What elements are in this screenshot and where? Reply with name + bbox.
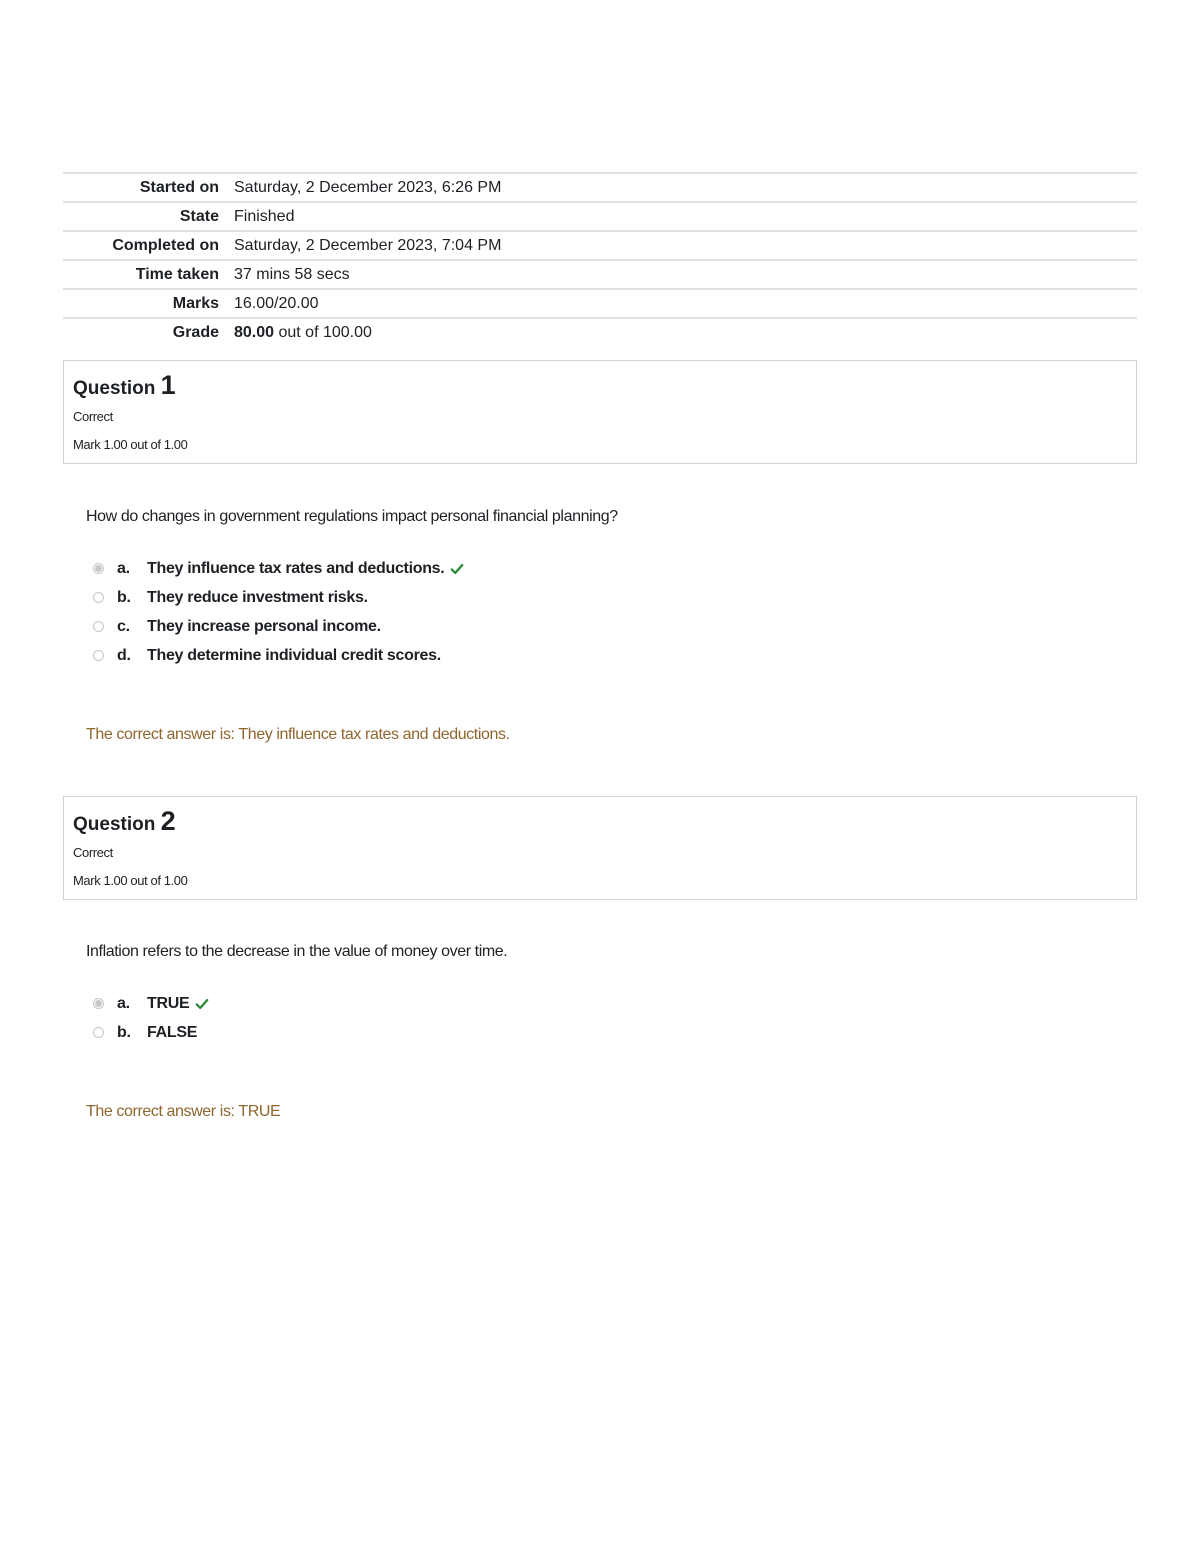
radio-button-selected[interactable] [93, 563, 104, 574]
option-text: They increase personal income. [147, 617, 381, 635]
question-info-box [63, 796, 1137, 900]
question-number: 1 [160, 370, 176, 400]
question-number: 2 [160, 806, 176, 836]
question-state: Correct [73, 845, 113, 860]
correct-answer-feedback: The correct answer is: They influence tax rates and deductions. [86, 726, 510, 743]
summary-label: Completed on [112, 237, 219, 254]
summary-label: State [179, 208, 219, 225]
option-letter: c. [117, 617, 130, 635]
option-text: TRUE [147, 994, 190, 1012]
check-icon [450, 562, 464, 576]
answer-option[interactable] [93, 641, 1137, 670]
radio-button[interactable] [93, 650, 104, 661]
question-mark: Mark 1.00 out of 1.00 [73, 873, 188, 888]
summary-row-state [63, 202, 1137, 231]
summary-value: 16.00/20.00 [234, 295, 319, 312]
question-mark: Mark 1.00 out of 1.00 [73, 437, 188, 452]
answer-option[interactable] [93, 612, 1137, 641]
option-letter: a. [117, 994, 130, 1012]
summary-row-started [63, 173, 1137, 202]
question-state: Correct [73, 409, 113, 424]
summary-label: Started on [139, 179, 219, 196]
summary-label: Time taken [135, 266, 219, 283]
question-text: Inflation refers to the decrease in the value of money over time. [86, 943, 508, 960]
summary-value: Finished [234, 208, 295, 225]
check-icon [195, 997, 209, 1011]
option-text: They determine individual credit scores. [147, 646, 441, 664]
option-text: They reduce investment risks. [147, 588, 368, 606]
option-letter: b. [117, 588, 131, 606]
option-letter: a. [117, 559, 130, 577]
summary-value: Saturday, 2 December 2023, 6:26 PM [234, 179, 502, 196]
radio-button[interactable] [93, 621, 104, 632]
answer-option[interactable] [93, 554, 1137, 583]
answer-options [93, 554, 1137, 670]
option-letter: b. [117, 1023, 131, 1041]
summary-row-completed [63, 231, 1137, 260]
question-title-word: Question [73, 814, 156, 835]
answer-option[interactable] [93, 583, 1137, 612]
question-2 [63, 796, 1137, 1121]
answer-options [93, 989, 1137, 1047]
answer-option[interactable] [93, 989, 1137, 1018]
summary-row-grade [63, 318, 1137, 346]
radio-button[interactable] [93, 592, 104, 603]
question-title [73, 371, 1127, 403]
question-1 [63, 360, 1137, 744]
summary-label: Grade [172, 324, 219, 341]
summary-value: Saturday, 2 December 2023, 7:04 PM [234, 237, 502, 254]
summary-row-marks [63, 289, 1137, 318]
question-text: How do changes in government regulations impact personal financial planning? [86, 508, 618, 525]
summary-value: 37 mins 58 secs [234, 266, 350, 283]
answer-option[interactable] [93, 1018, 1137, 1047]
summary-label: Marks [172, 295, 219, 312]
question-title [73, 807, 1127, 839]
summary-row-time-taken [63, 260, 1137, 289]
question-title-word: Question [73, 378, 156, 399]
grade-out-of: out of 100.00 [274, 324, 372, 341]
summary-value [234, 318, 1137, 346]
option-text: FALSE [147, 1023, 198, 1041]
attempt-summary-table [63, 172, 1137, 346]
option-letter: d. [117, 646, 131, 664]
option-text: They influence tax rates and deductions. [147, 559, 445, 577]
quiz-review-page [63, 172, 1137, 1121]
grade-score: 80.00 [234, 324, 275, 341]
correct-answer-feedback: The correct answer is: TRUE [86, 1103, 281, 1120]
question-info-box [63, 360, 1137, 464]
radio-button[interactable] [93, 1027, 104, 1038]
radio-button-selected[interactable] [93, 998, 104, 1009]
